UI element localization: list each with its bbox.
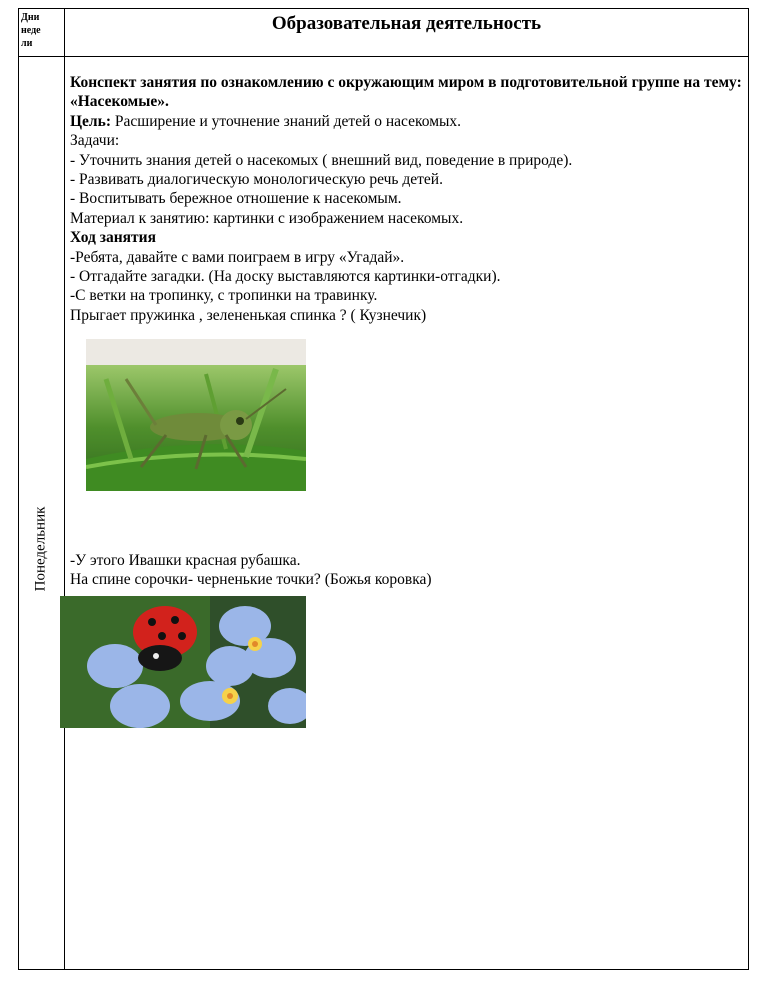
grasshopper-photo [86,339,306,491]
task-item: - Уточнить знания детей о насекомых ( внешний вид, поведение в природе). [70,151,573,169]
riddle-line: На спине сорочки- черненькие точки? (Божья коровка) [70,571,432,589]
material-line: Материал к занятию: картинки с изображением насекомых. [70,209,464,227]
course-line: -С ветки на тропинку, с тропинки на травинку. [70,287,378,305]
header-divider [19,56,748,57]
activity-column-header: Образовательная деятельность [271,13,542,34]
day-column-header: Дни неде ли [21,12,41,49]
day-label: Понедельник [32,506,49,592]
course-line: Прыгает пружинка , зелененькая спинка ? ( Кузнечик) [70,306,427,324]
task-item: - Развивать диалогическую монологическую речь детей. [70,171,443,189]
lesson-topic: «Насекомые». [70,93,169,111]
course-line: -Ребята, давайте с вами поиграем в игру «Угадай». [70,248,405,266]
goal-text: Расширение и уточнение знаний детей о насекомых. [111,112,462,130]
lesson-title: Конспект занятия по ознакомлению с окружающим миром в подготовительной группе на тему: [70,74,742,91]
riddle-line: -У этого Ивашки красная рубашка. [70,552,301,569]
column-divider [64,9,65,969]
ladybug-photo [60,596,306,728]
course-line: - Отгадайте загадки. (На доску выставляются картинки-отгадки). [70,268,501,286]
course-heading: Ход занятия [70,229,156,247]
riddle-two [70,551,742,590]
task-item: - Воспитывать бережное отношение к насекомым. [70,190,402,208]
lesson-goal [70,112,742,131]
goal-label: Цель: [70,112,111,130]
tasks-heading: Задачи: [70,132,120,150]
lesson-content [70,73,742,325]
